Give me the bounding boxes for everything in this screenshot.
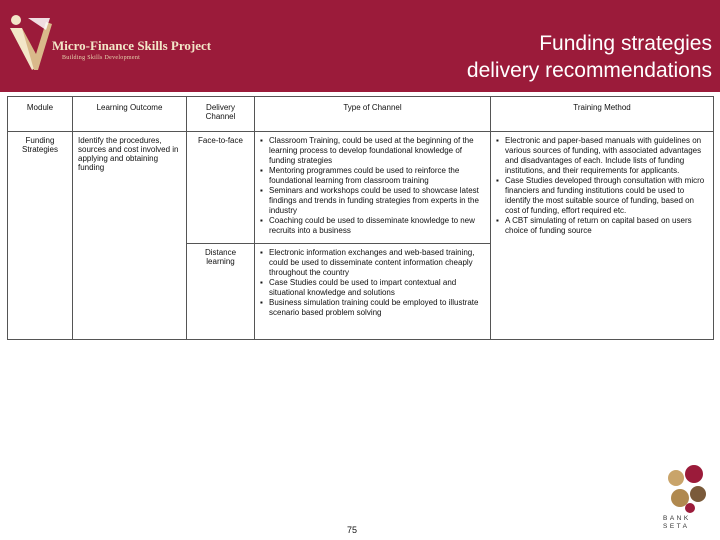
header-banner: [0, 0, 720, 92]
page-title-line-2: delivery recommendations: [466, 59, 712, 82]
table-header-row: [8, 97, 714, 132]
training-method-list: [496, 136, 708, 236]
list-item: ▪ A CBT simulating of return on capital based on users choice of funding source: [496, 216, 708, 236]
delivery-channel-cell: Face-to-face: [187, 132, 255, 244]
logo-subtitle: Building Skills Development: [62, 55, 141, 61]
logo-title: Micro-Finance Skills Project: [52, 38, 212, 53]
list-item: ▪ Case Studies developed through consultation with micro financiers and funding institutions could be used to identify the most suitable source of funding, based on cost of funding, effort required etc.: [496, 176, 708, 216]
list-item: ▪ Classroom Training, could be used at the beginning of the learning process to develop foundational knowledge of funding strategies: [260, 136, 485, 166]
learning-outcome-cell: Identify the procedures, sources and cost involved in applying and obtaining funding: [73, 132, 187, 340]
bank-seta-logo-text: BANK SETA: [663, 515, 691, 530]
column-header-training-method: Training Method: [491, 97, 714, 132]
page-title: [467, 30, 712, 84]
type-of-channel-cell: [255, 132, 491, 244]
table-row: [8, 132, 714, 244]
column-header-delivery-channel: Delivery Channel: [187, 97, 255, 132]
recommendations-table: [7, 96, 714, 340]
list-item: ▪ Electronic information exchanges and web-based training, could be used to disseminate content information cheaply throughout the country: [260, 248, 485, 278]
column-header-type-of-channel: Type of Channel: [255, 97, 491, 132]
list-item: ▪ Electronic and paper-based manuals with guidelines on various sources of funding, with associated advantages and disadvantages of each. Include lists of funding institutions, and their requirements for applicants.: [496, 136, 708, 176]
list-item: ▪ Mentoring programmes could be used to reinforce the foundational learning from classroom training: [260, 166, 485, 186]
page-number: 75: [347, 525, 358, 535]
list-item: ▪ Coaching could be used to disseminate knowledge to new recruits into a business: [260, 216, 485, 236]
channel-type-list: [260, 136, 485, 236]
column-header-learning-outcome: Learning Outcome: [73, 97, 187, 132]
delivery-channel-cell: Distance learning: [187, 244, 255, 340]
list-item: ▪ Seminars and workshops could be used to showcase latest findings and trends in funding strategies from experts in the industry: [260, 186, 485, 216]
page-title-line-1: Funding strategies: [539, 32, 712, 55]
type-of-channel-cell: [255, 244, 491, 340]
channel-type-list: [260, 248, 485, 318]
column-header-module: Module: [8, 97, 73, 132]
list-item: ▪ Case Studies could be used to impart contextual and situational knowledge and solutions: [260, 278, 485, 298]
list-item: ▪ Business simulation training could be employed to illustrate scenario based problem solving: [260, 298, 485, 318]
module-cell: Funding Strategies: [8, 132, 73, 340]
training-method-cell: [491, 132, 714, 340]
